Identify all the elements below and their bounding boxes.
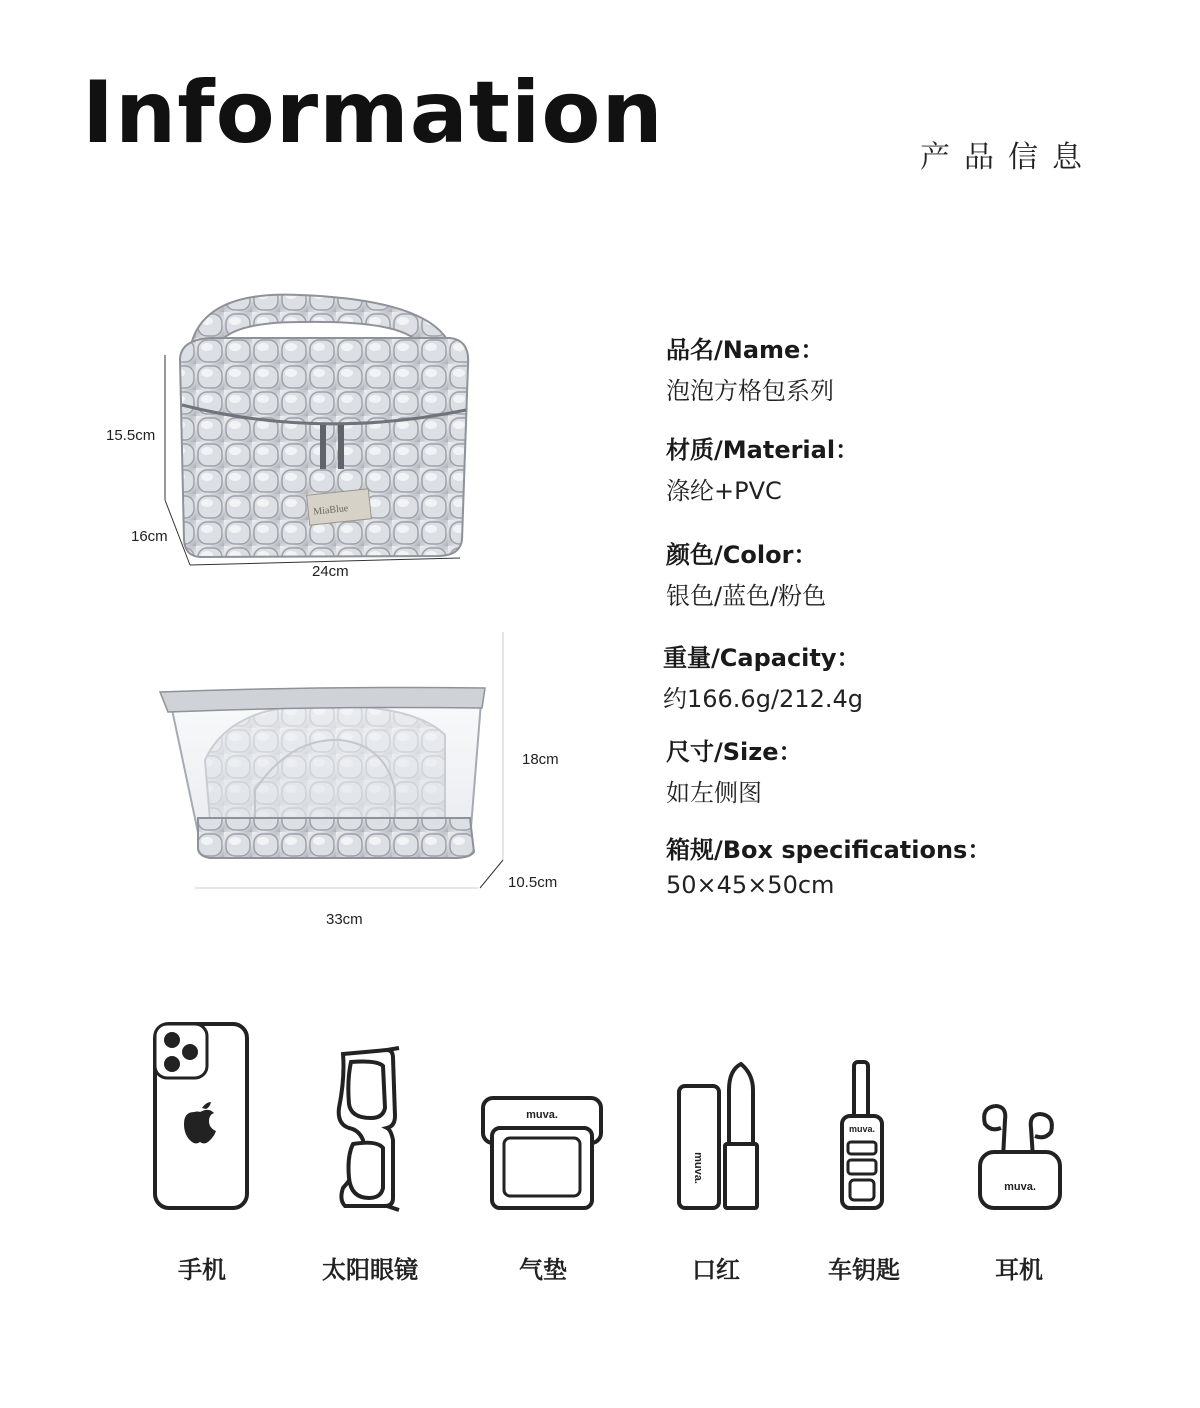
phone-icon <box>150 1020 255 1215</box>
bag1-depth-dim: 16cm <box>131 528 168 545</box>
bag2-depth-dim: 10.5cm <box>508 874 558 891</box>
spec-value: 银色/蓝色/粉色 <box>666 582 827 610</box>
spec-value: 50×45×50cm <box>666 871 835 899</box>
spec-name <box>666 330 834 406</box>
spec-value: 如左侧图 <box>666 779 762 807</box>
spec-size <box>666 732 803 808</box>
spec-material <box>666 430 859 506</box>
lipstick-icon <box>675 1060 765 1215</box>
spec-capacity <box>663 638 863 714</box>
spec-label: 颜色/Color： <box>666 541 818 569</box>
spec-value: 泡泡方格包系列 <box>666 377 834 405</box>
spec-label: 品名/Name： <box>666 336 825 364</box>
bag1-width-dim: 24cm <box>312 563 349 580</box>
item-label-cushion: 气垫 <box>519 1256 567 1284</box>
spec-label: 材质/Material： <box>666 436 860 464</box>
item-label-lipstick: 口红 <box>692 1256 740 1284</box>
item-label-earphones: 耳机 <box>995 1256 1043 1284</box>
bag1-height-dim: 15.5cm <box>106 427 156 444</box>
cushion-compact-icon <box>478 1094 608 1214</box>
item-label-sunglasses: 太阳眼镜 <box>322 1256 418 1284</box>
spec-color <box>666 535 826 611</box>
spec-label: 箱规/Box specifications： <box>666 836 992 864</box>
bag2-image <box>0 0 600 960</box>
earphone-brand: muva. <box>1004 1181 1036 1193</box>
bag2-height-dim: 18cm <box>522 751 559 768</box>
cushion-brand: muva. <box>526 1109 558 1121</box>
spec-box <box>666 830 991 899</box>
car-key-icon <box>836 1060 888 1212</box>
earphones-icon <box>975 1100 1065 1212</box>
page-subtitle: 产品信息 <box>920 140 1096 175</box>
carkey-brand: muva. <box>848 1124 876 1134</box>
lipstick-brand: muva. <box>692 1152 704 1184</box>
item-label-carkey: 车钥匙 <box>828 1256 900 1284</box>
sunglasses-icon <box>335 1048 405 1213</box>
spec-label: 重量/Capacity： <box>663 644 861 672</box>
spec-value: 约166.6g/212.4g <box>663 685 863 713</box>
bag1-logo: MiaBlue <box>312 503 349 518</box>
bag2-width-dim: 33cm <box>326 911 363 928</box>
page-title: Information <box>82 63 664 163</box>
spec-value: 涤纶+PVC <box>666 477 782 505</box>
spec-label: 尺寸/Size： <box>666 738 803 766</box>
item-label-phone: 手机 <box>178 1256 226 1284</box>
